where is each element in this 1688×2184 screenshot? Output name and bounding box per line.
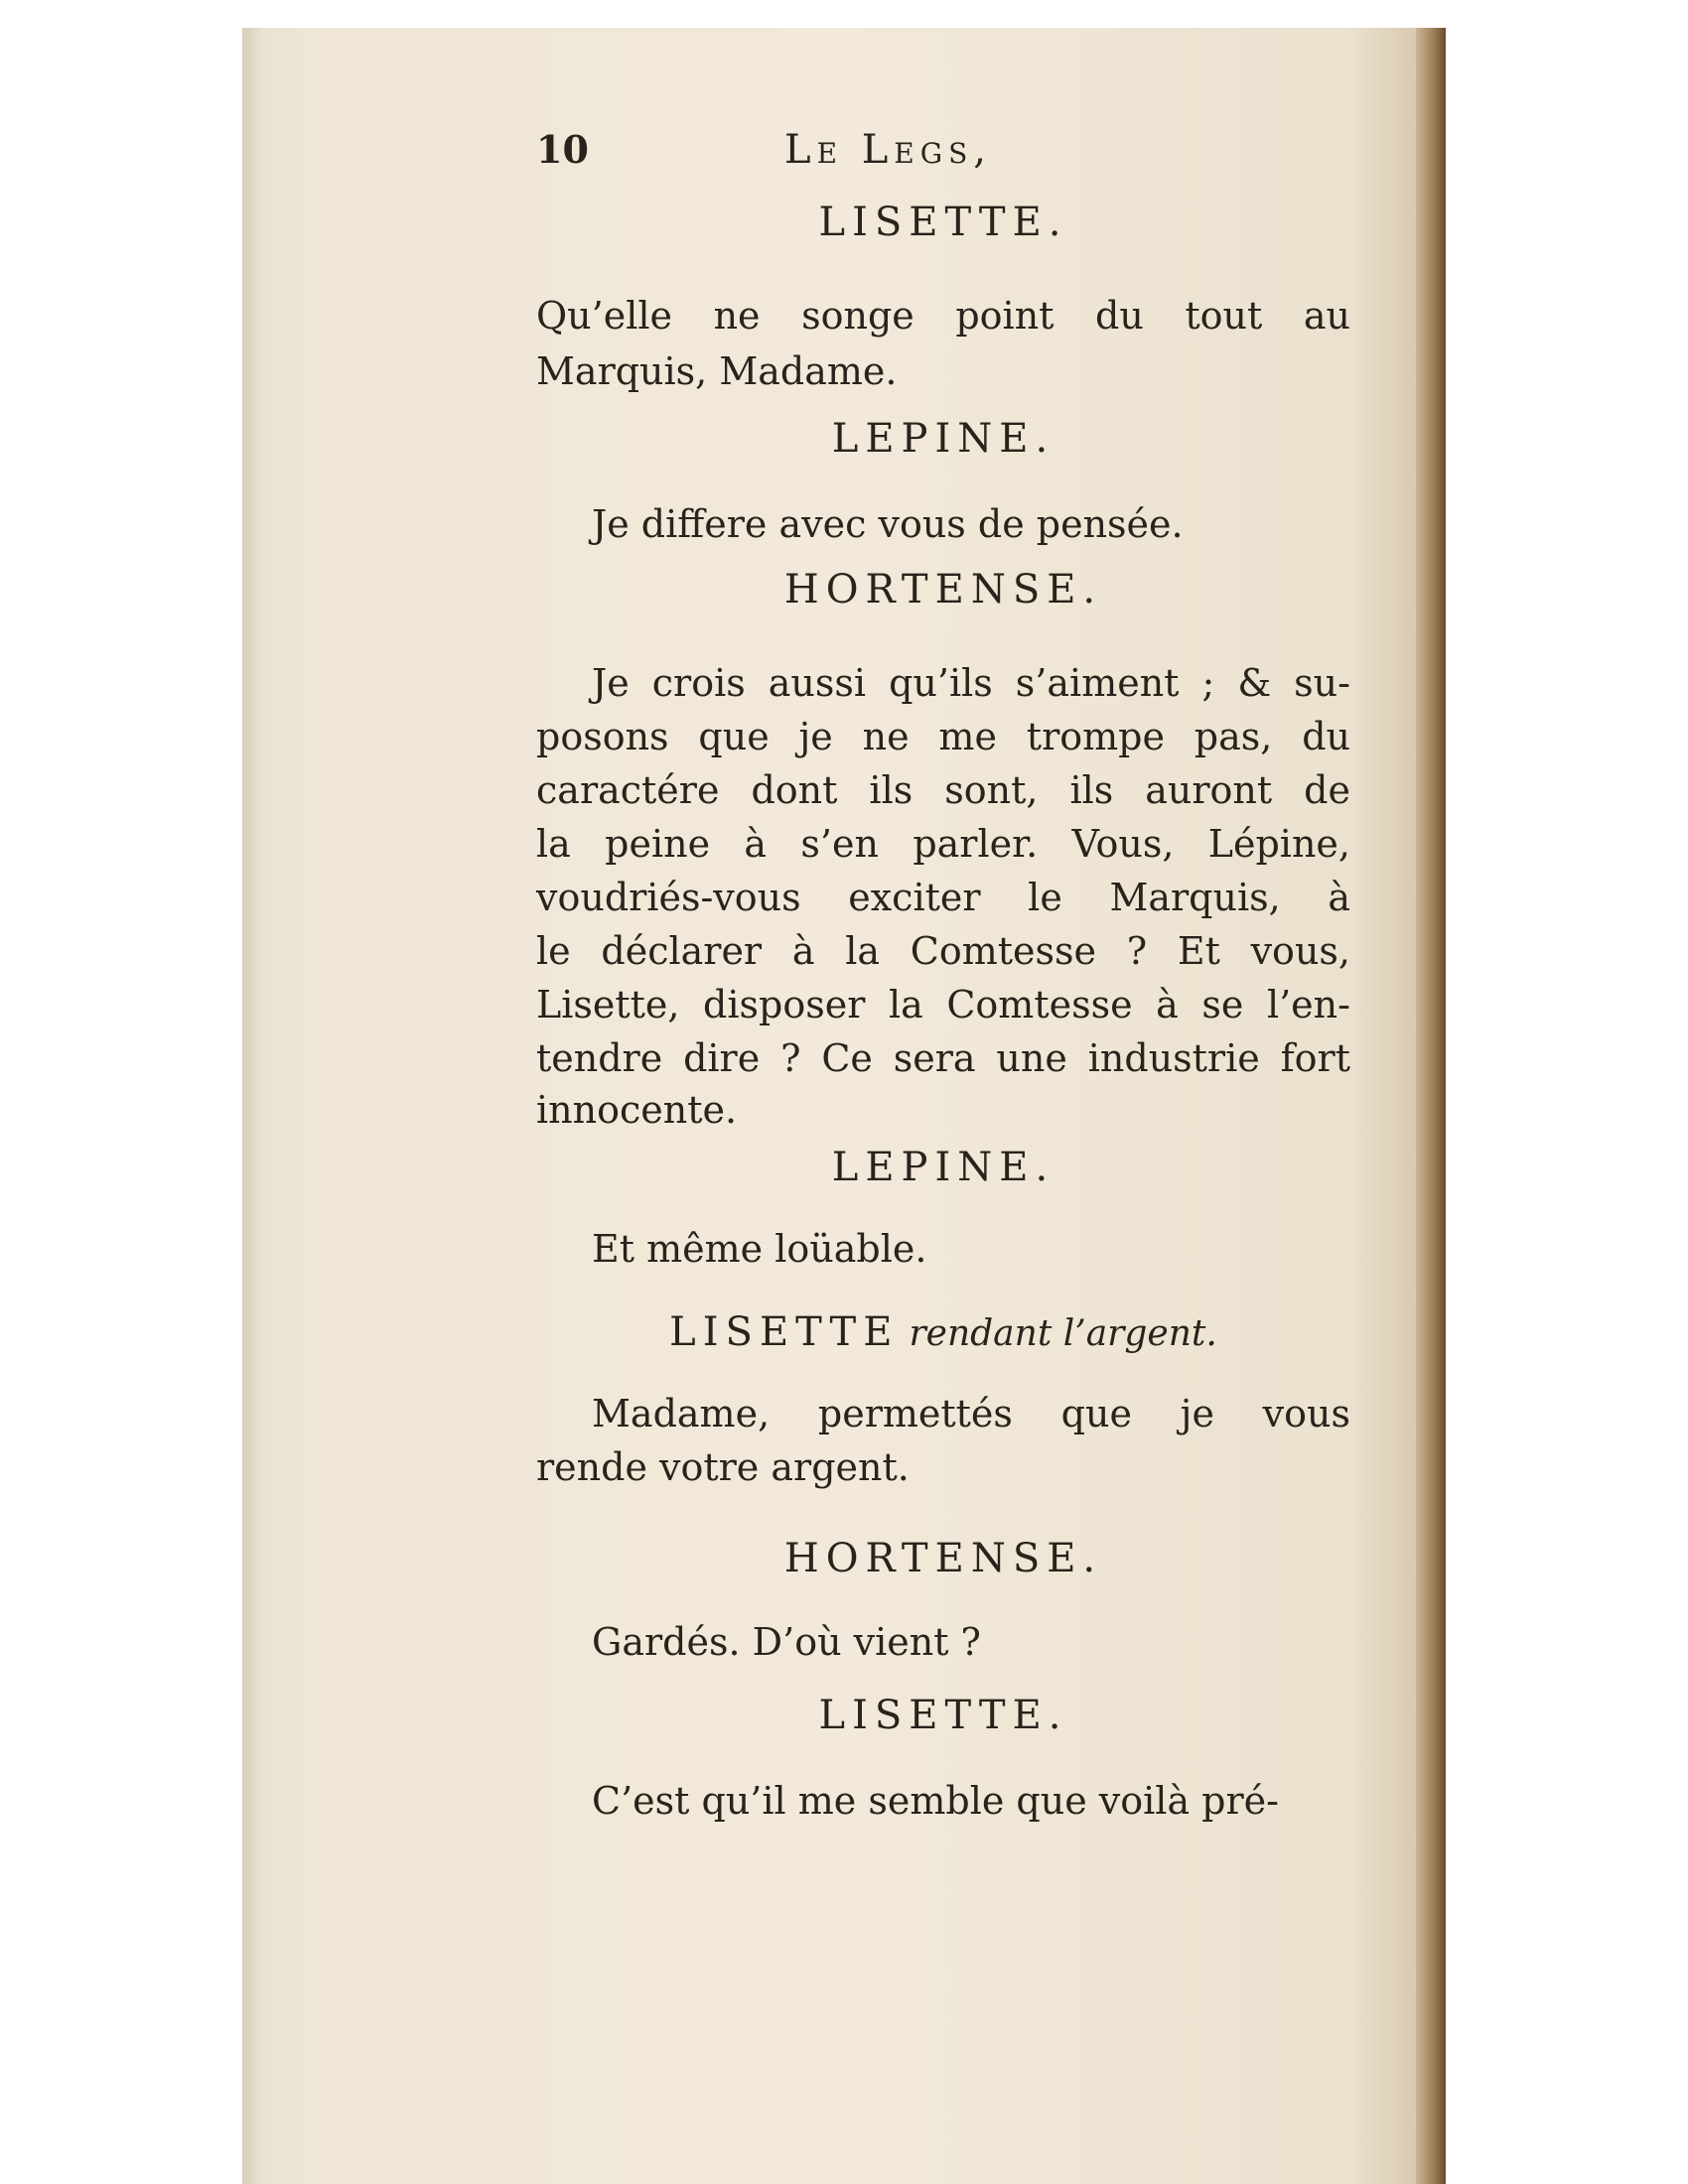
book-spine	[1416, 28, 1446, 2184]
speech-line: Qu’elle ne songe point du tout au	[536, 294, 1350, 338]
speaker-name: LEPINE.	[831, 1145, 1055, 1190]
running-head	[536, 127, 1350, 187]
running-title: Le Legs,	[784, 127, 992, 173]
speech-line: C’est qu’il me semble que voilà pré-	[592, 1779, 1279, 1823]
speech-line: Marquis, Madame.	[536, 349, 898, 393]
page-number: 10	[536, 127, 589, 172]
speech-line: Gardés. D’où vient ?	[592, 1620, 981, 1664]
speech-line: caractére dont ils sont, ils auront de	[536, 768, 1350, 812]
speech-line: tendre dire ? Ce sera une industrie fort	[536, 1036, 1350, 1080]
speech-line: Je crois aussi qu’ils s’aiment ; & su-	[592, 661, 1350, 705]
speech-line: Madame, permettés que je vous	[592, 1392, 1350, 1435]
speech-line: Et même loüable.	[592, 1227, 927, 1271]
speaker-name: LEPINE.	[831, 416, 1055, 462]
stage-direction: rendant l’argent.	[909, 1313, 1217, 1354]
speaker-name: HORTENSE.	[783, 1536, 1103, 1581]
speech-line: voudriés-vous exciter le Marquis, à	[536, 876, 1350, 919]
speech-line: posons que je ne me trompe pas, du	[536, 715, 1350, 758]
page-edge	[242, 28, 262, 2184]
speaker-name-text: LISETTE	[669, 1309, 900, 1355]
speech-line: Lisette, disposer la Comtesse à se l’en-	[536, 983, 1350, 1026]
speech-line: la peine à s’en parler. Vous, Lépine,	[536, 822, 1350, 866]
speech-line: le déclarer à la Comtesse ? Et vous,	[536, 929, 1350, 973]
speaker-name: LISETTE.	[818, 1693, 1068, 1738]
speech-line: rende votre argent.	[536, 1445, 910, 1489]
speaker-name: LISETTE.	[818, 200, 1068, 245]
speech-line: Je differe avec vous de pensée.	[592, 502, 1184, 546]
speaker-name	[536, 1308, 1350, 1358]
speaker-name: HORTENSE.	[783, 567, 1103, 613]
speech-line: innocente.	[536, 1088, 738, 1132]
